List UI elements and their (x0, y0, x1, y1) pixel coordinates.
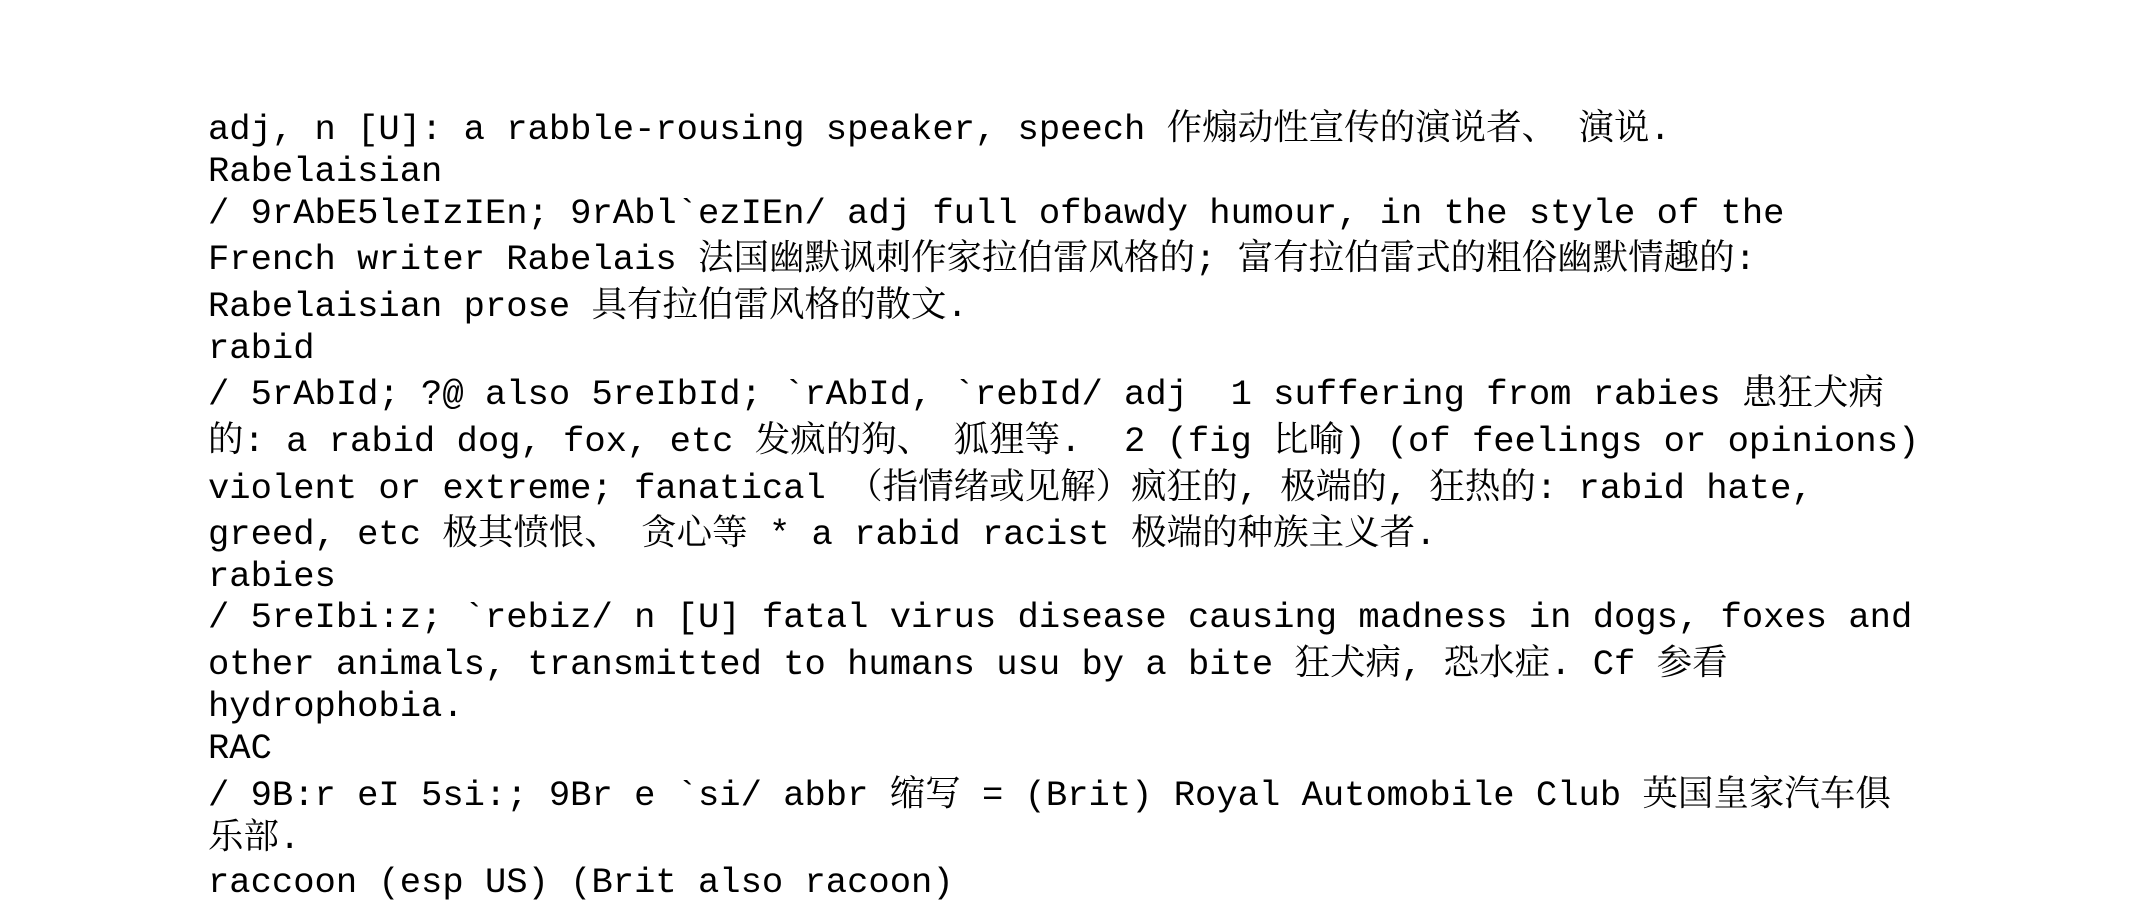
entry-text-line: 的: a rabid dog, fox, etc 发疯的狗、 狐狸等. 2 (fig 比喻) (of feelings or opinions) (208, 421, 1920, 462)
headword-rac: RAC (208, 728, 272, 769)
headword-rabies: rabies (208, 556, 336, 597)
entry-text-line: French writer Rabelais 法国幽默讽刺作家拉伯雷风格的; 富有拉伯雷式的粗俗幽默情趣的: (208, 239, 1756, 280)
entry-text-line: violent or extreme; fanatical （指情绪或见解）疯狂的, 极端的, 狂热的: rabid hate, (208, 468, 1813, 509)
entry-text-line: Rabelaisian prose 具有拉伯雷风格的散文. (208, 286, 968, 327)
headword-rabid: rabid (208, 328, 315, 369)
entry-text-line: / 5rAbId; ?@ also 5reIbId; `rAbId, `rebId/ adj 1 suffering from rabies 患狂犬病 (208, 374, 1884, 415)
entry-text-line: / 9rAbE5leIzIEn; 9rAbl`ezIEn/ adj full ofbawdy humour, in the style of the (208, 193, 1785, 234)
headword-rabelaisian: Rabelaisian (208, 151, 443, 192)
entry-text-line: / 5reIbi:z; `rebiz/ n [U] fatal virus disease causing madness in dogs, foxes and (208, 597, 1913, 638)
entry-text-line: / 9B:r eI 5si:; 9Br e `si/ abbr 缩写 = (Brit) Royal Automobile Club 英国皇家汽车俱 (208, 775, 1891, 816)
entry-text-line: 乐部. (208, 818, 301, 859)
entry-text-line: adj, n [U]: a rabble-rousing speaker, speech 作煽动性宣传的演说者、 演说. (208, 109, 1671, 150)
document-page (208, 0, 2108, 903)
entry-text-line: hydrophobia. (208, 686, 464, 727)
headword-raccoon: raccoon (esp US) (Brit also racoon) (208, 862, 954, 903)
entry-text-line: other animals, transmitted to humans usu by a bite 狂犬病, 恐水症. Cf 参看 (208, 644, 1728, 685)
entry-text-line: greed, etc 极其愤恨、 贪心等 * a rabid racist 极端的种族主义者. (208, 514, 1437, 555)
